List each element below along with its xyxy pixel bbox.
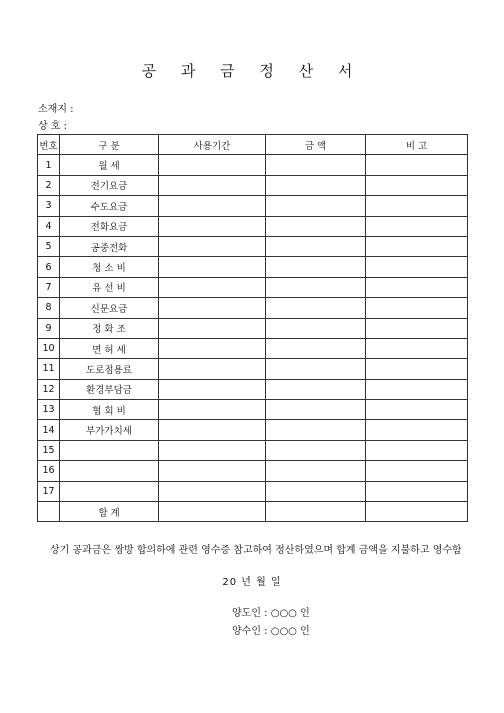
table-row — [38, 420, 468, 440]
row-remarks-cell — [366, 155, 468, 175]
row-remarks-cell — [366, 257, 468, 277]
row-category-cell: 신문요금 — [60, 298, 159, 318]
table-row — [38, 318, 468, 338]
row-usage-period-cell — [159, 379, 266, 399]
table-row — [38, 298, 468, 318]
row-usage-period-cell — [159, 440, 266, 460]
row-category-cell — [60, 461, 159, 481]
row-category-cell — [60, 481, 159, 501]
row-usage-period-cell — [159, 175, 266, 195]
table-row — [38, 155, 468, 175]
row-remarks-cell — [366, 379, 468, 399]
row-number-cell: 17 — [38, 481, 60, 501]
row-remarks-cell — [366, 440, 468, 460]
row-usage-period-cell — [159, 359, 266, 379]
row-category-cell: 부가가치세 — [60, 420, 159, 440]
row-number-cell — [38, 502, 60, 522]
transferee-label: 양수인 : — [232, 626, 268, 637]
row-usage-period-cell — [159, 420, 266, 440]
transferee-name-marks: ○○○ — [270, 626, 297, 637]
row-remarks-cell — [366, 277, 468, 297]
row-amount-cell — [266, 461, 366, 481]
row-amount-cell — [266, 257, 366, 277]
row-usage-period-cell — [159, 502, 266, 522]
row-amount-cell — [266, 481, 366, 501]
statement-text: 상기 공과금은 쌍방 합의하에 관련 영수증 참고하여 정산하였으며 합계 금액을 지불하고 영수함 — [50, 545, 462, 556]
row-remarks-cell — [366, 175, 468, 195]
row-usage-period-cell — [159, 481, 266, 501]
row-number-cell: 5 — [38, 236, 60, 256]
row-amount-cell — [266, 338, 366, 358]
row-number-cell: 3 — [38, 196, 60, 216]
row-remarks-cell — [366, 359, 468, 379]
table-total-row — [38, 502, 468, 522]
row-number-cell: 9 — [38, 318, 60, 338]
row-number-cell: 7 — [38, 277, 60, 297]
row-amount-cell — [266, 236, 366, 256]
table-row — [38, 338, 468, 358]
row-remarks-cell — [366, 502, 468, 522]
row-usage-period-cell — [159, 400, 266, 420]
row-number-cell: 2 — [38, 175, 60, 195]
header-remarks: 비 고 — [366, 135, 468, 155]
table-row — [38, 359, 468, 379]
document-title: 공 과 금 정 산 서 — [141, 62, 363, 80]
row-number-cell: 12 — [38, 379, 60, 399]
settlement-table — [37, 134, 468, 522]
transferor-name-marks: ○○○ — [270, 608, 297, 619]
row-category-cell: 월 세 — [60, 155, 159, 175]
header-number: 번호 — [38, 135, 60, 155]
row-category-cell: 유 선 비 — [60, 277, 159, 297]
row-category-cell: 면 허 세 — [60, 338, 159, 358]
row-amount-cell — [266, 318, 366, 338]
row-category-cell: 전화요금 — [60, 216, 159, 236]
address-label: 소재지 : — [38, 104, 74, 115]
header-amount: 금 액 — [266, 135, 366, 155]
transferor-label: 양도인 : — [232, 608, 268, 619]
table-row — [38, 277, 468, 297]
row-category-cell: 협 회 비 — [60, 400, 159, 420]
row-amount-cell — [266, 420, 366, 440]
row-category-cell: 도로점용료 — [60, 359, 159, 379]
row-number-cell: 16 — [38, 461, 60, 481]
row-amount-cell — [266, 440, 366, 460]
table-row — [38, 236, 468, 256]
row-remarks-cell — [366, 216, 468, 236]
table-row — [38, 175, 468, 195]
table-header-row — [38, 135, 468, 155]
row-category-cell: 합 계 — [60, 502, 159, 522]
row-number-cell: 8 — [38, 298, 60, 318]
row-amount-cell — [266, 216, 366, 236]
transferor-seal: 인 — [300, 608, 310, 619]
row-amount-cell — [266, 175, 366, 195]
row-remarks-cell — [366, 236, 468, 256]
row-category-cell: 환경부담금 — [60, 379, 159, 399]
date-line: 20 년 월 일 — [222, 577, 282, 588]
row-category-cell — [60, 440, 159, 460]
row-amount-cell — [266, 277, 366, 297]
table-row — [38, 400, 468, 420]
row-remarks-cell — [366, 196, 468, 216]
row-number-cell: 14 — [38, 420, 60, 440]
table-row — [38, 257, 468, 277]
table-row — [38, 440, 468, 460]
company-name-label: 상 호 : — [38, 121, 68, 132]
row-category-cell: 공중전화 — [60, 236, 159, 256]
row-remarks-cell — [366, 461, 468, 481]
row-usage-period-cell — [159, 277, 266, 297]
table-row — [38, 216, 468, 236]
row-number-cell: 1 — [38, 155, 60, 175]
row-number-cell: 13 — [38, 400, 60, 420]
row-number-cell: 6 — [38, 257, 60, 277]
row-remarks-cell — [366, 400, 468, 420]
transferee-seal: 인 — [300, 626, 310, 637]
row-amount-cell — [266, 155, 366, 175]
row-number-cell: 11 — [38, 359, 60, 379]
row-usage-period-cell — [159, 196, 266, 216]
header-usage-period: 사용기간 — [159, 135, 266, 155]
table-row — [38, 461, 468, 481]
row-category-cell: 전기요금 — [60, 175, 159, 195]
row-number-cell: 15 — [38, 440, 60, 460]
header-category: 구 분 — [60, 135, 159, 155]
row-usage-period-cell — [159, 338, 266, 358]
row-usage-period-cell — [159, 216, 266, 236]
row-amount-cell — [266, 359, 366, 379]
row-number-cell: 10 — [38, 338, 60, 358]
row-usage-period-cell — [159, 257, 266, 277]
row-remarks-cell — [366, 338, 468, 358]
table-row — [38, 196, 468, 216]
row-remarks-cell — [366, 318, 468, 338]
row-category-cell: 수도요금 — [60, 196, 159, 216]
row-number-cell: 4 — [38, 216, 60, 236]
transferee-signature-line — [232, 622, 310, 637]
row-remarks-cell — [366, 298, 468, 318]
row-usage-period-cell — [159, 318, 266, 338]
row-usage-period-cell — [159, 155, 266, 175]
row-amount-cell — [266, 400, 366, 420]
row-usage-period-cell — [159, 298, 266, 318]
row-usage-period-cell — [159, 236, 266, 256]
row-amount-cell — [266, 502, 366, 522]
row-category-cell: 청 소 비 — [60, 257, 159, 277]
row-category-cell: 정 화 조 — [60, 318, 159, 338]
table-body — [38, 155, 468, 522]
table-row — [38, 379, 468, 399]
row-remarks-cell — [366, 481, 468, 501]
row-remarks-cell — [366, 420, 468, 440]
row-usage-period-cell — [159, 461, 266, 481]
row-amount-cell — [266, 298, 366, 318]
transferor-signature-line — [232, 604, 310, 619]
row-amount-cell — [266, 196, 366, 216]
table-row — [38, 481, 468, 501]
row-amount-cell — [266, 379, 366, 399]
